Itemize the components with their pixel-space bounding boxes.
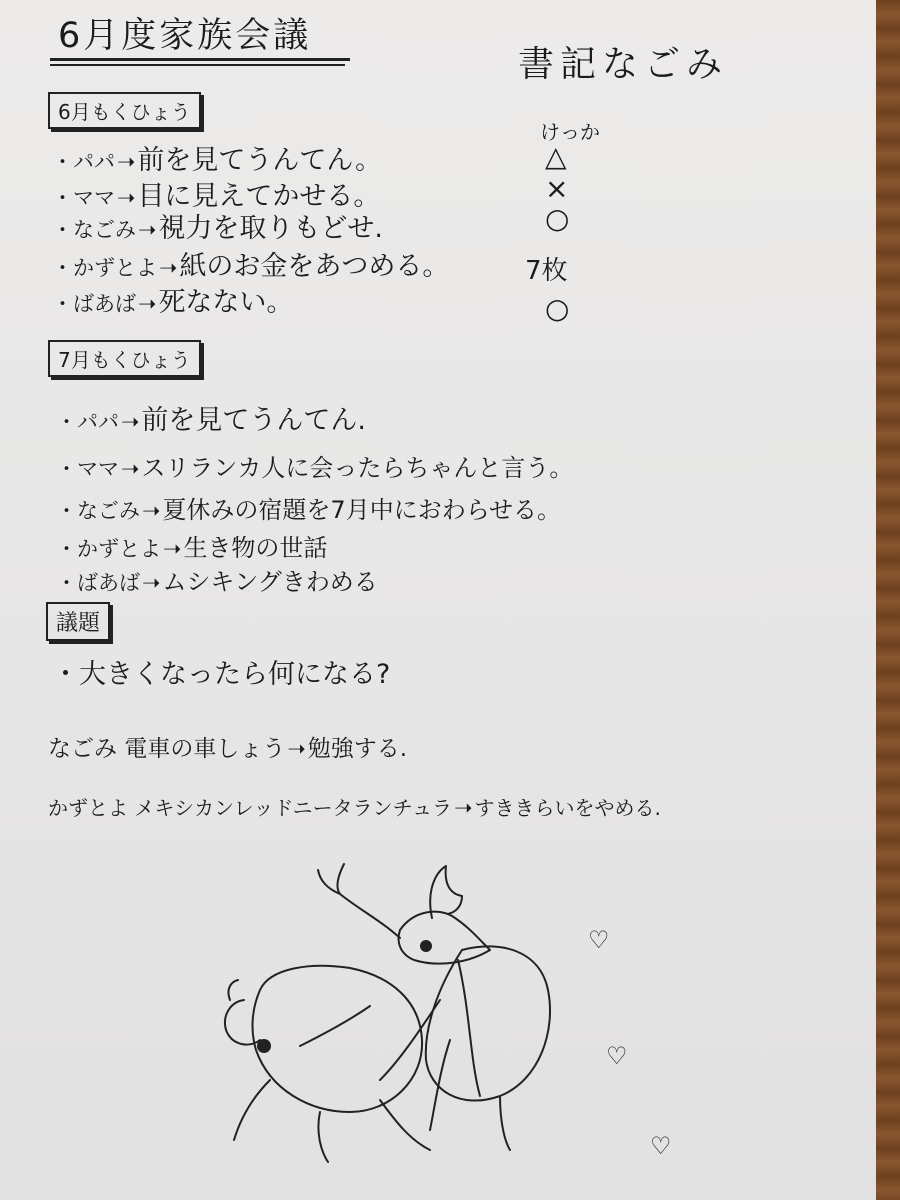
rhino-beetle-legs xyxy=(380,1000,510,1150)
july-item-papa xyxy=(56,398,366,437)
rhino-beetle-eye xyxy=(421,941,431,951)
june-item-who: ・かずとよ xyxy=(52,256,157,280)
arrow-icon: ➝ xyxy=(121,410,140,435)
arrow-icon: ➝ xyxy=(138,292,157,317)
rhino-beetle-front-leg xyxy=(318,864,400,938)
answer-dream: 電車の車しょう xyxy=(124,736,286,762)
agenda-label: 議題 xyxy=(46,602,110,641)
page-title: 6月度家族会議 xyxy=(58,16,312,56)
beetles-drawing xyxy=(200,850,600,1170)
june-item-baaba xyxy=(52,280,293,319)
june-item-who: ・パパ xyxy=(52,150,115,174)
small-beetle-eye xyxy=(258,1040,270,1052)
result-kazutoyo: 7枚 xyxy=(525,256,568,286)
answer-dream: メキシカンレッドニータランチュラ xyxy=(134,796,453,820)
rhino-beetle-horn xyxy=(430,866,462,918)
arrow-icon: ➝ xyxy=(163,537,182,562)
arrow-icon: ➝ xyxy=(142,571,161,596)
heart-icon: ♡ xyxy=(606,1042,628,1070)
june-item-goal: 死なない。 xyxy=(158,287,294,318)
july-item-who: ・ばあば xyxy=(56,571,140,595)
july-item-nagomi xyxy=(56,490,561,525)
agenda-answer-nagomi xyxy=(48,730,407,763)
june-item-goal: 紙のお金をあつめる。 xyxy=(179,251,450,282)
june-item-who: ・なごみ xyxy=(52,218,136,242)
secretary-note: 書記なごみ xyxy=(518,44,729,85)
result-baaba: ○ xyxy=(545,292,570,325)
answer-action: 勉強する. xyxy=(307,736,408,762)
june-item-nagomi xyxy=(52,206,383,245)
july-item-baaba xyxy=(56,562,378,597)
result-nagomi: ○ xyxy=(545,202,570,235)
july-item-goal: 生き物の世話 xyxy=(183,534,328,562)
arrow-icon: ➝ xyxy=(117,186,136,211)
results-header: けっか xyxy=(540,120,600,144)
rhino-beetle-body xyxy=(426,946,550,1100)
answer-who: かずとよ xyxy=(48,796,128,820)
june-item-kazutoyo xyxy=(52,244,449,283)
arrow-icon: ➝ xyxy=(142,499,161,524)
july-item-goal: 前を見てうんてん. xyxy=(141,405,367,436)
title-underline-2 xyxy=(50,64,345,66)
june-item-goal: 前を見てうんてん。 xyxy=(137,145,383,176)
arrow-icon: ➝ xyxy=(121,457,140,482)
june-item-papa xyxy=(52,138,382,177)
july-item-goal: ムシキングきわめる xyxy=(162,568,378,596)
arrow-icon: ➝ xyxy=(159,256,178,281)
june-item-who: ・ママ xyxy=(52,186,115,210)
june-item-goal: 視力を取りもどせ. xyxy=(158,213,384,244)
arrow-icon: ➝ xyxy=(138,218,157,243)
july-item-who: ・かずとよ xyxy=(56,537,161,561)
result-mama: × xyxy=(545,172,569,205)
wooden-table-edge xyxy=(876,0,900,1200)
june-item-who: ・ばあば xyxy=(52,292,136,316)
agenda-answer-kazutoyo xyxy=(48,792,661,821)
july-item-goal: スリランカ人に会ったらちゃんと言う。 xyxy=(141,454,574,482)
answer-who: なごみ xyxy=(48,736,117,762)
july-item-kazutoyo xyxy=(56,528,327,563)
title-underline xyxy=(50,58,350,61)
answer-action: すききらいをやめる. xyxy=(474,796,661,820)
arrow-icon: ➝ xyxy=(454,796,473,821)
heart-icon: ♡ xyxy=(650,1132,672,1160)
rhino-beetle-shell-line xyxy=(458,960,480,1096)
small-beetle-claw xyxy=(300,1006,370,1046)
july-item-mama xyxy=(56,448,573,483)
small-beetle-body xyxy=(253,966,423,1112)
heart-icon: ♡ xyxy=(588,926,610,954)
july-item-who: ・パパ xyxy=(56,410,119,434)
july-item-who: ・なごみ xyxy=(56,499,140,523)
july-item-who: ・ママ xyxy=(56,457,119,481)
rhino-beetle-head xyxy=(399,912,490,964)
result-papa: △ xyxy=(545,140,567,173)
agenda-question: ・大きくなったら何になる? xyxy=(52,659,391,690)
small-beetle-antenna xyxy=(228,980,238,1000)
arrow-icon: ➝ xyxy=(117,150,136,175)
july-item-goal: 夏休みの宿題を7月中におわらせる。 xyxy=(162,496,561,524)
july-goals-label: 7月もくひょう xyxy=(48,340,201,377)
june-goals-label: 6月もくひょう xyxy=(48,92,201,129)
june-item-goal: 目に見えてかせる。 xyxy=(137,181,381,212)
arrow-icon: ➝ xyxy=(287,737,306,762)
